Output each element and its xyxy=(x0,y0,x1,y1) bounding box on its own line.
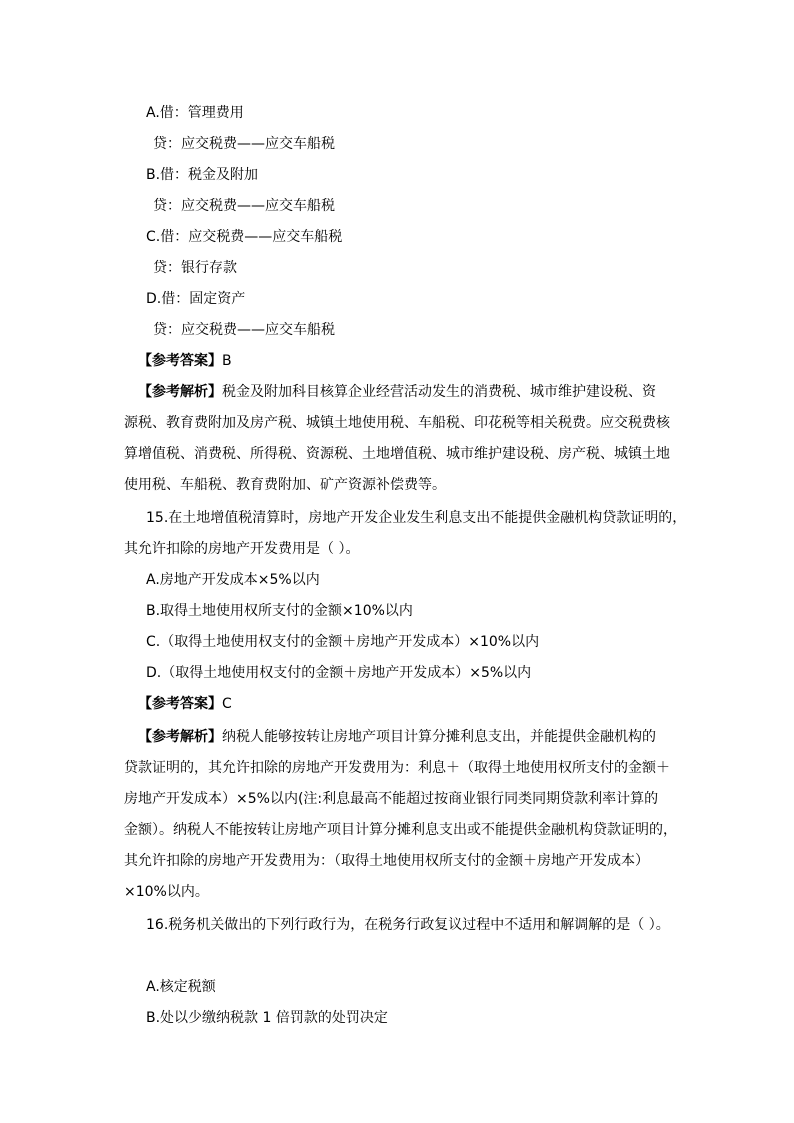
q15-analysis-line-4: 金额）。纳税人不能按转让房地产项目计算分摊利息支出或不能提供金融机构贷款证明的， xyxy=(124,822,677,838)
q14-answer-value: B xyxy=(222,353,232,369)
q15-answer-label: 【参考答案】 xyxy=(138,696,222,712)
q14-option-b-credit: 贷：应交税费——应交车船税 xyxy=(153,198,335,214)
q15-analysis-line-6: ×10%以内。 xyxy=(124,884,209,900)
q15-analysis-label: 【参考解析】 xyxy=(138,729,222,745)
q15-option-b: B.取得土地使用权所支付的金额×10%以内 xyxy=(146,603,413,619)
q14-option-c-credit: 贷：银行存款 xyxy=(153,260,237,276)
q15-option-c: C.（取得土地使用权支付的金额＋房地产开发成本）×10%以内 xyxy=(146,634,540,650)
q15-option-a: A.房地产开发成本×5%以内 xyxy=(146,572,320,588)
q14-answer-label: 【参考答案】 xyxy=(138,353,222,369)
q15-answer xyxy=(0,695,794,713)
q14-option-a-debit: A.借：管理费用 xyxy=(146,105,244,121)
q15-answer-value: C xyxy=(222,696,232,712)
q15-stem-line-2: 其允许扣除的房地产开发费用是（ ）。 xyxy=(124,541,360,557)
q14-analysis-line-2: 源税、教育费附加及房产税、城镇土地使用税、车船税、印花税等相关税费。应交税费核 xyxy=(124,415,670,431)
q14-option-a-credit: 贷：应交税费——应交车船税 xyxy=(153,136,335,152)
q14-option-d-debit: D.借：固定资产 xyxy=(146,291,246,307)
q15-analysis-line-5: 其允许扣除的房地产开发费用为：（取得土地使用权所支付的金额＋房地产开发成本） xyxy=(124,853,649,869)
q14-analysis-line-4: 使用税、车船税、教育费附加、矿产资源补偿费等。 xyxy=(124,477,446,493)
q15-analysis-line-2: 贷款证明的，其允许扣除的房地产开发费用为：利息＋（取得土地使用权所支付的金额＋ xyxy=(124,760,670,776)
q14-option-c-debit: C.借：应交税费——应交车船税 xyxy=(146,229,343,245)
q16-stem: 16.税务机关做出的下列行政行为，在税务行政复议过程中不适用和解调解的是（ ）。 xyxy=(146,917,670,933)
q14-analysis-line-1 xyxy=(0,383,794,401)
q14-analysis-label: 【参考解析】 xyxy=(138,384,222,400)
q15-analysis-text-1: 纳税人能够按转让房地产项目计算分摊利息支出，并能提供金融机构的 xyxy=(222,729,656,745)
q16-option-b: B.处以少缴纳税款 1 倍罚款的处罚决定 xyxy=(146,1010,388,1026)
q15-option-d: D.（取得土地使用权支付的金额＋房地产开发成本）×5%以内 xyxy=(146,665,532,681)
q15-stem-line-1: 15.在土地增值税清算时，房地产开发企业发生利息支出不能提供金融机构贷款证明的， xyxy=(146,510,687,526)
q16-option-a: A.核定税额 xyxy=(146,979,216,995)
q14-answer xyxy=(0,352,794,370)
q14-option-b-debit: B.借：税金及附加 xyxy=(146,167,259,183)
q14-option-d-credit: 贷：应交税费——应交车船税 xyxy=(153,322,335,338)
q14-analysis-line-3: 算增值税、消费税、所得税、资源税、土地增值税、城市维护建设税、房产税、城镇土地 xyxy=(124,446,670,462)
q14-analysis-text-1: 税金及附加科目核算企业经营活动发生的消费税、城市维护建设税、资 xyxy=(222,384,656,400)
q15-analysis-line-3: 房地产开发成本）×5%以内(注:利息最高不能超过按商业银行同类同期贷款利率计算的 xyxy=(124,791,659,807)
q15-analysis-line-1 xyxy=(0,728,794,746)
